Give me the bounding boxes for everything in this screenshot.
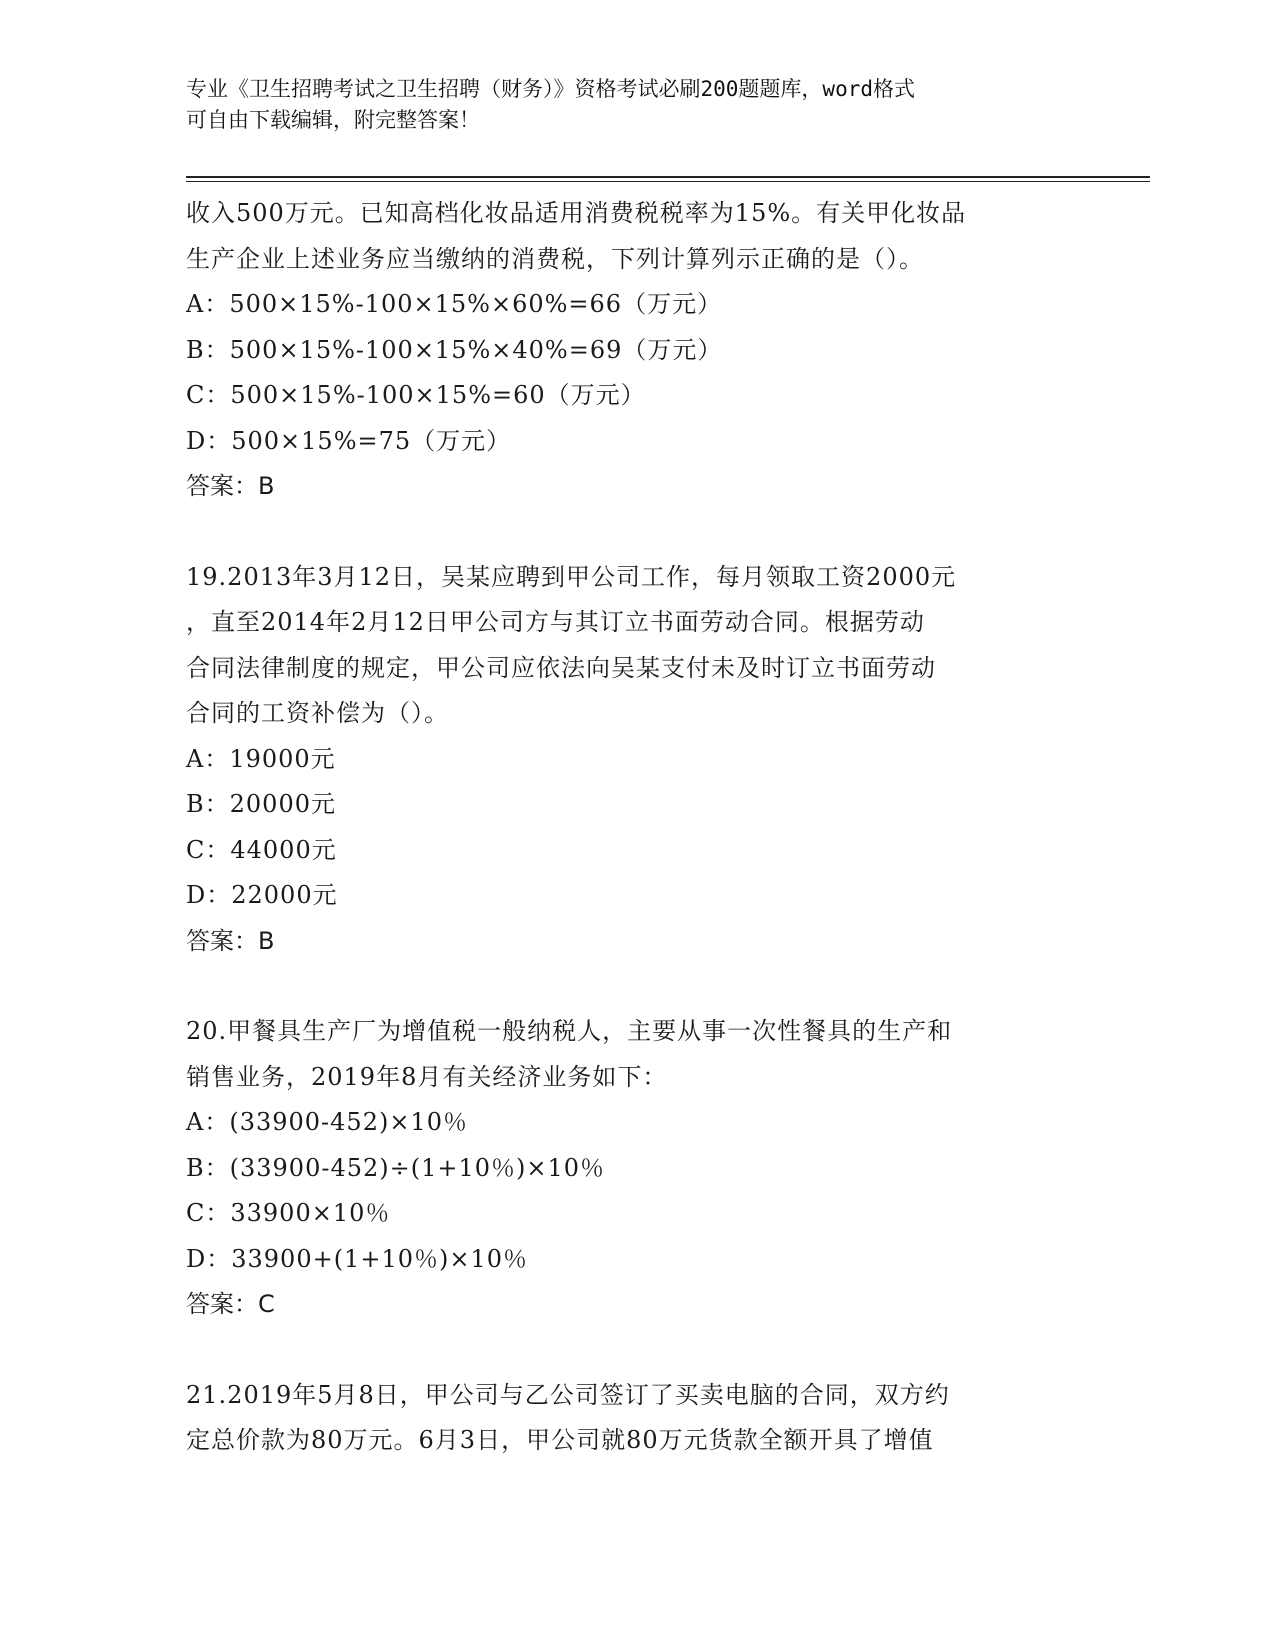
- question-text-line: 20.甲餐具生产厂为增值税一般纳税人，主要从事一次性餐具的生产和: [186, 1017, 953, 1045]
- header-line-2: 可自由下载编辑，附完整答案！: [186, 108, 480, 132]
- option-d: D：33900+(1+10％)×10％: [186, 1244, 528, 1273]
- option-a: A：(33900-452)×10％: [186, 1108, 468, 1136]
- question-text-line: 定总价款为80万元。6月3日，甲公司就80万元货款全额开具了增值: [186, 1426, 934, 1454]
- question-text-line: ，直至2014年2月12日甲公司方与其订立书面劳动合同。根据劳动: [186, 608, 925, 636]
- option-c: C：44000元: [186, 835, 337, 864]
- option-a: A：19000元: [186, 744, 336, 773]
- option-b: B：20000元: [186, 790, 336, 818]
- question-content: [186, 191, 1086, 1464]
- question-text-line: 21.2019年5月8日，甲公司与乙公司签订了买卖电脑的合同，双方约: [186, 1380, 950, 1409]
- question-text-line: 收入500万元。已知高档化妆品适用消费税税率为15%。有关甲化妆品: [186, 199, 967, 227]
- option-a: A：500×15%-100×15%×60%=66（万元）: [186, 290, 723, 318]
- header-line-1: 专业《卫生招聘考试之卫生招聘（财务）》资格考试必刷200题题库，word格式: [186, 77, 915, 101]
- document-header: [186, 74, 1066, 136]
- option-d: D：22000元: [186, 881, 338, 909]
- header-divider-thin: [186, 181, 1150, 182]
- question-18: [186, 191, 1086, 510]
- question-text-line: 19.2013年3月12日，吴某应聘到甲公司工作，每月领取工资2000元: [186, 562, 957, 591]
- question-21: [186, 1373, 1086, 1464]
- header-divider-thick: [186, 176, 1150, 178]
- option-d: D：500×15%=75（万元）: [186, 426, 512, 455]
- answer-line: 答案：B: [186, 926, 275, 955]
- question-text-line: 合同法律制度的规定，甲公司应依法向吴某支付未及时订立书面劳动: [186, 653, 936, 682]
- option-c: C：500×15%-100×15%=60（万元）: [186, 381, 646, 409]
- option-b: B：(33900-452)÷(1+10％)×10％: [186, 1153, 606, 1182]
- question-text-line: 销售业务，2019年8月有关经济业务如下：: [186, 1062, 668, 1091]
- option-b: B：500×15%-100×15%×40%=69（万元）: [186, 335, 723, 364]
- answer-line: 答案：B: [186, 472, 275, 500]
- answer-line: 答案：C: [186, 1290, 275, 1318]
- question-text-line: 合同的工资补偿为（）。: [186, 699, 449, 727]
- question-text-line: 生产企业上述业务应当缴纳的消费税，下列计算列示正确的是（）。: [186, 244, 924, 273]
- option-c: C：33900×10％: [186, 1199, 391, 1227]
- question-20: [186, 1009, 1086, 1328]
- question-19: [186, 555, 1086, 965]
